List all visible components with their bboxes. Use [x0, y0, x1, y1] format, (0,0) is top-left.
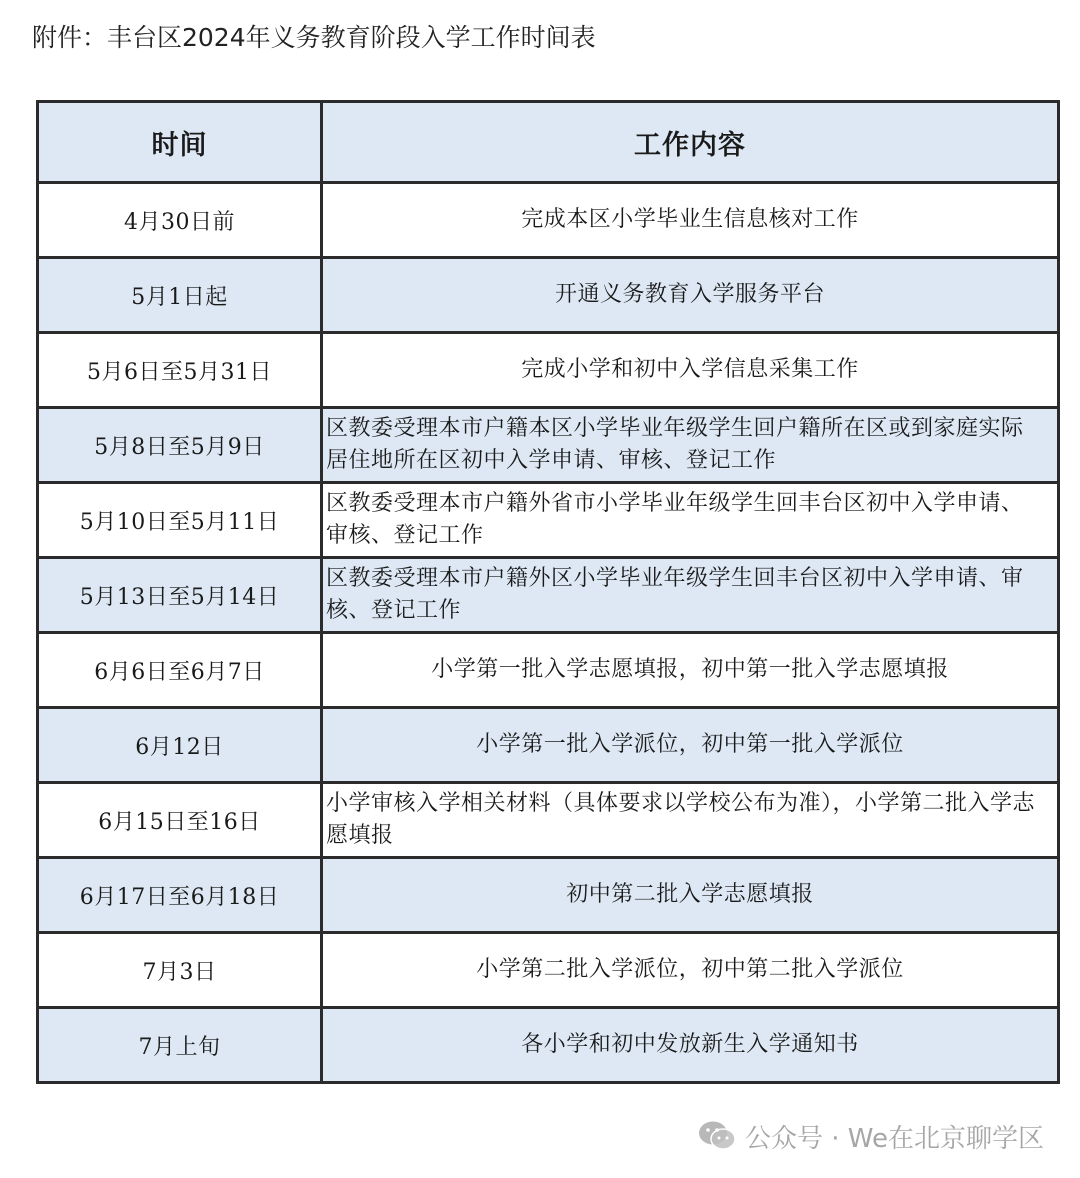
row-content: 各小学和初中发放新生入学通知书	[322, 1008, 1059, 1083]
table-row	[38, 708, 1059, 783]
row-content: 小学第一批入学志愿填报，初中第一批入学志愿填报	[322, 633, 1059, 708]
row-time: 5月13日至5月14日	[38, 558, 322, 633]
row-time: 7月3日	[38, 933, 322, 1008]
row-content: 完成小学和初中入学信息采集工作	[322, 333, 1059, 408]
row-time: 6月6日至6月7日	[38, 633, 322, 708]
page-title: 附件：丰台区2024年义务教育阶段入学工作时间表	[32, 23, 596, 52]
table-row	[38, 783, 1059, 858]
table-row	[38, 483, 1059, 558]
table-row	[38, 183, 1059, 258]
table-row	[38, 258, 1059, 333]
row-content: 区教委受理本市户籍外省市小学毕业年级学生回丰台区初中入学申请、审核、登记工作	[322, 483, 1059, 558]
row-content: 区教委受理本市户籍外区小学毕业年级学生回丰台区初中入学申请、审核、登记工作	[322, 558, 1059, 633]
table-row	[38, 558, 1059, 633]
table-row	[38, 633, 1059, 708]
row-time: 5月10日至5月11日	[38, 483, 322, 558]
row-content: 完成本区小学毕业生信息核对工作	[322, 183, 1059, 258]
table-row	[38, 333, 1059, 408]
row-time: 5月6日至5月31日	[38, 333, 322, 408]
row-content: 区教委受理本市户籍本区小学毕业年级学生回户籍所在区或到家庭实际居住地所在区初中入学申请、审核、登记工作	[322, 408, 1059, 483]
row-content: 小学第二批入学派位，初中第二批入学派位	[322, 933, 1059, 1008]
row-content: 初中第二批入学志愿填报	[322, 858, 1059, 933]
schedule-table	[36, 100, 1060, 1084]
table-row	[38, 933, 1059, 1008]
row-content: 开通义务教育入学服务平台	[322, 258, 1059, 333]
row-time: 6月12日	[38, 708, 322, 783]
row-time: 6月17日至6月18日	[38, 858, 322, 933]
header-content: 工作内容	[322, 102, 1059, 183]
row-content: 小学第一批入学派位，初中第一批入学派位	[322, 708, 1059, 783]
table-header-row	[38, 102, 1059, 183]
wechat-icon	[697, 1119, 737, 1153]
header-time: 时间	[38, 102, 322, 183]
row-time: 6月15日至16日	[38, 783, 322, 858]
row-time: 7月上旬	[38, 1008, 322, 1083]
watermark-text: 公众号 · We在北京聊学区	[745, 1123, 1044, 1154]
table-row	[38, 1008, 1059, 1083]
watermark	[697, 1114, 1044, 1158]
table-row	[38, 858, 1059, 933]
row-content: 小学审核入学相关材料（具体要求以学校公布为准），小学第二批入学志愿填报	[322, 783, 1059, 858]
table-row	[38, 408, 1059, 483]
row-time: 5月1日起	[38, 258, 322, 333]
row-time: 4月30日前	[38, 183, 322, 258]
row-time: 5月8日至5月9日	[38, 408, 322, 483]
